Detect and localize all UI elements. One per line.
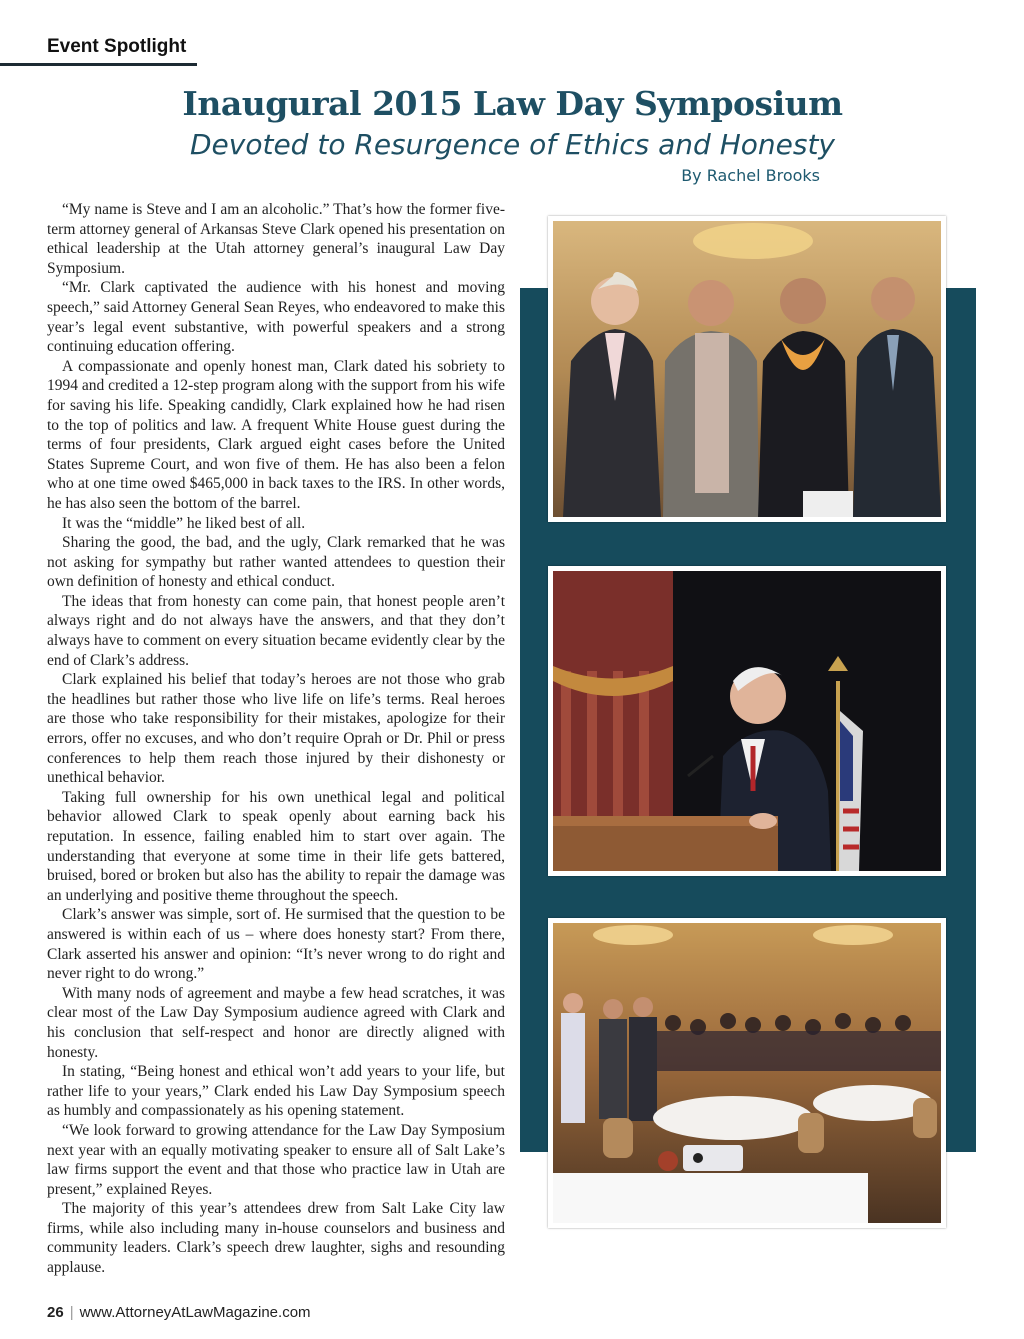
article-subtitle: Devoted to Resurgence of Ethics and Honesty [189,128,835,161]
paragraph: Taking full ownership for his own unethical legal and political behavior allowed Clark to speak openly about earning back his reputation. In essence, failing enabled him to start over again. The understanding that everyone at some time in their life gets battered, bruised, bored or broken but also has the ability to repair the damage was an underlying and positive theme throughout the speech. [47,788,505,904]
paragraph: Clark’s answer was simple, sort of. He surmised that the question to be answered is within each of us – where does honesty start? From there, Clark asserted his answer and opinion: “It’s never wrong to do right and never right to do wrong.” [47,906,505,983]
paragraph: “My name is Steve and I am an alcoholic.” That’s how the former five-term attorney general of Arkansas Steve Clark opened his presentation on ethical leadership at the Utah attorney general’s inaugural Law Day Symposium. [47,201,505,277]
paragraph: With many nods of agreement and maybe a few head scratches, it was clear most of the Law Day Symposium audience agreed with Clark and his conclusion that self-respect and honor are directly aligned with honesty. [47,984,505,1061]
section-rule [0,63,197,66]
paragraph: It was the “middle” he liked best of all. [62,514,306,532]
page-number: 26 [47,1304,64,1321]
paragraph: The ideas that from honesty can come pain, that honest people aren’t always right and do not always have the answers, and that they don’t always have to comment on every situation became evidently clear by the end of Clark’s address. [47,592,505,669]
section-label: Event Spotlight [47,36,187,57]
paragraph: Sharing the good, the bad, and the ugly, Clark remarked that he was not asking for sympathy but rather wanted attendees to question their own definition of honesty and ethical conduct. [47,534,505,591]
paragraph: A compassionate and openly honest man, Clark dated his sobriety to 1994 and credited a 12-step program along with the support from his wife for saving his life. Speaking candidly, Clark explained how he had risen to the top of politics and law. A frequent White House guest during the terms of four presidents, Clark argued eight cases before the United States Supreme Court, and won five of them. He has also been a felon who at one time owed $465,000 in back taxes to the IRS. In other words, he has also seen the bottom of the barrel. [47,357,505,512]
page-footer [47,1304,311,1321]
photo-group-portrait [548,216,946,522]
paragraph: In stating, “Being honest and ethical won’t add years to your life, but rather life to your years,” Clark ended his Law Day Symposium speech as humbly and compassionately as his opening statement. [47,1063,505,1120]
article-title: Inaugural 2015 Law Day Symposium [182,84,843,123]
article-body [47,200,505,1278]
magazine-url[interactable]: www.AttorneyAtLawMagazine.com [79,1304,311,1321]
paragraph: “We look forward to growing attendance for the Law Day Symposium next year with an equally motivating speaker to ensure all of Salt Lake’s law firms support the event and that those who practice law in Utah are present,” explained Reyes. [47,1121,505,1198]
paragraph: “Mr. Clark captivated the audience with his honest and moving speech,” said Attorney General Sean Reyes, who endeavored to make this year’s legal event substantive, with powerful speakers and a strong continuing education offering. [47,279,505,356]
byline: By Rachel Brooks [681,166,820,185]
photo-banquet-hall [548,918,946,1228]
paragraph: The majority of this year’s attendees drew from Salt Lake City law firms, while also including many in-house counselors and business and community leaders. Clark’s speech drew laughter, sighs and resounding applause. [47,1200,505,1277]
footer-divider: | [69,1304,74,1321]
photo-speaker-podium [548,566,946,876]
paragraph: Clark explained his belief that today’s heroes are not those who grab the headlines but rather those who live life on life’s terms. Real heroes are those who take responsibility for their mistakes, apologize for their errors, offer no excuses, and who don’t require Oprah or Dr. Phil or press conferences to help them reach those injured by their dishonesty or unethical behavior. [47,671,505,787]
